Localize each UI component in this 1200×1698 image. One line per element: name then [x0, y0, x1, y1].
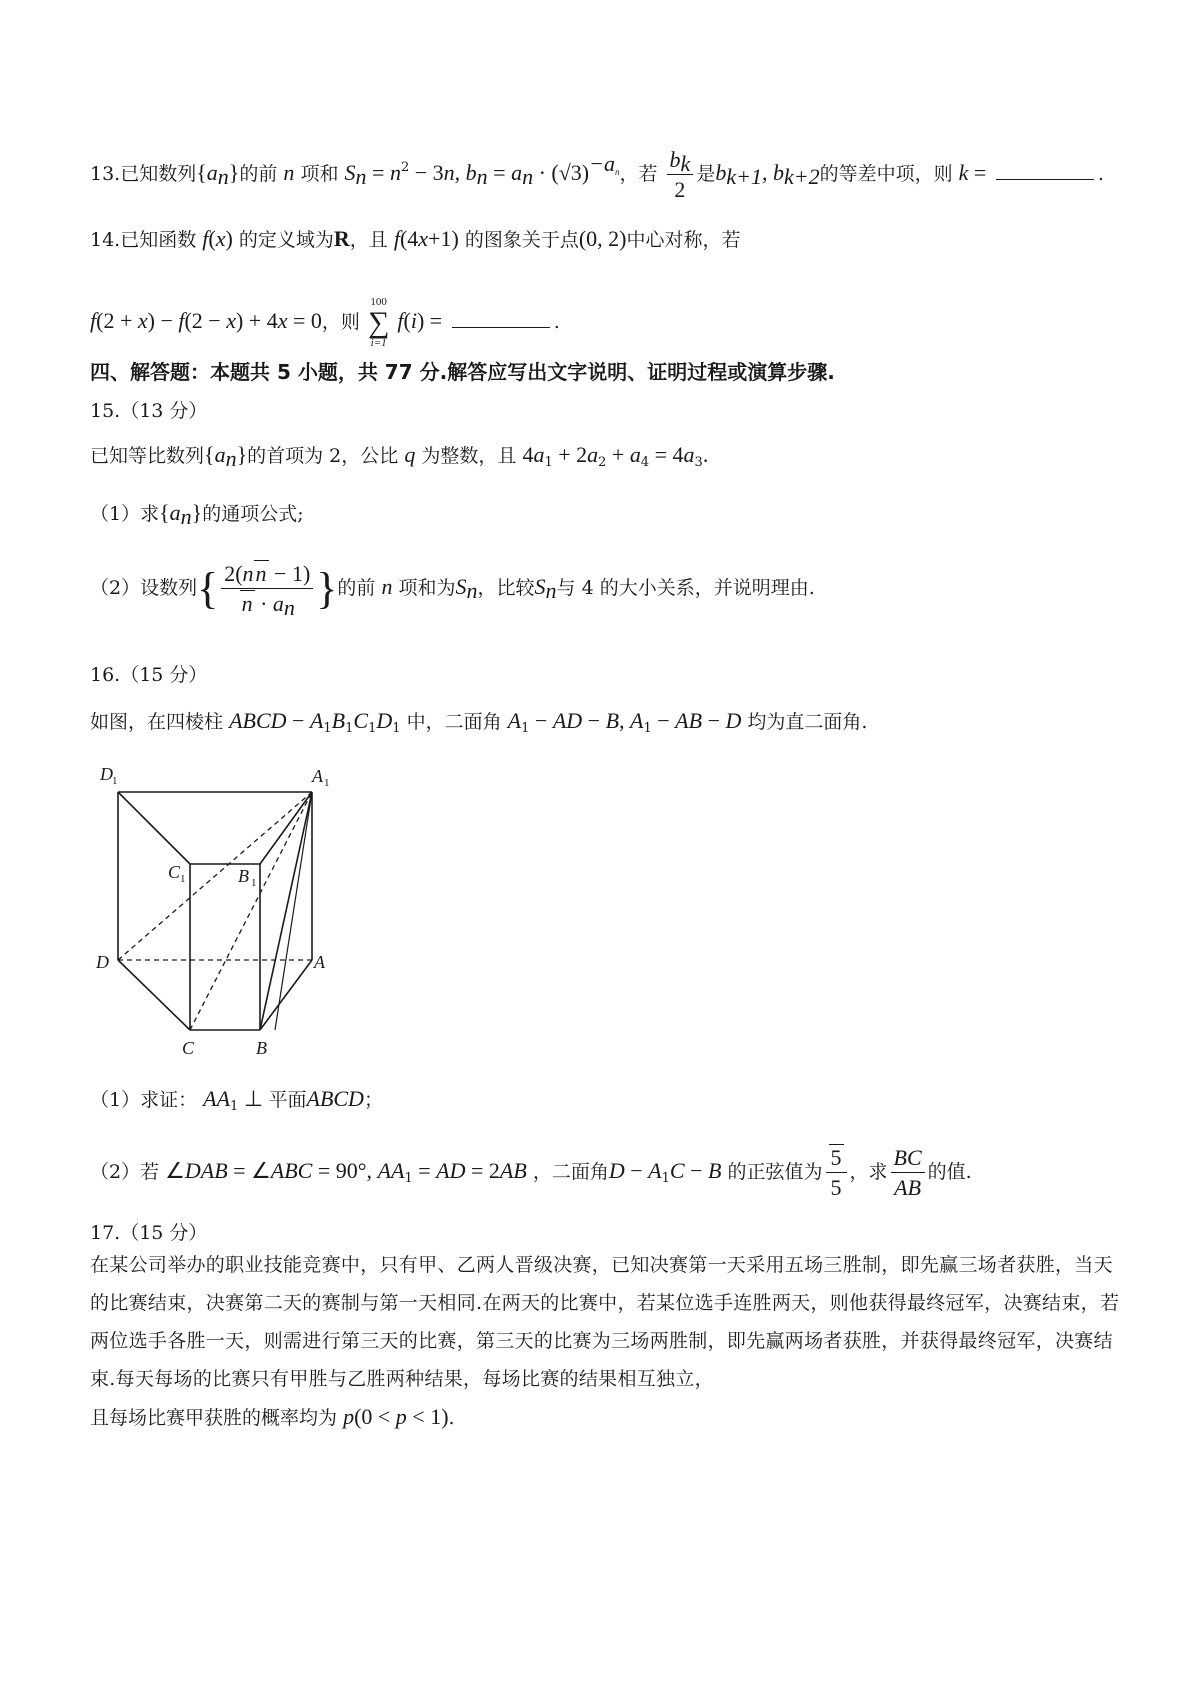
answer-blank-13[interactable]: [996, 159, 1094, 180]
q16-score: 16.（15 分）: [90, 664, 208, 686]
q15-part1: （1）求$\{a_n\}$的通项公式;: [90, 500, 304, 529]
sum-symbol: 100 ∑ i=1: [367, 296, 390, 350]
q15-part2: （2）设数列{ $\frac{2(nn - 1)}{n \cdot a_n}$ }的前 n 项和为$S_n$，比较$S_n$与 4 的大小关系，并说明理由.: [90, 561, 815, 621]
label-B1: B: [238, 866, 249, 886]
q14-line-2: f(2 + x) − f(2 − x) + 4x = 0，则 100 ∑ i=1 f(i) = .: [90, 296, 560, 350]
q16-part1: （1）求证： $AA_1$ ⊥ 平面ABCD；: [90, 1086, 383, 1114]
svg-text:1: 1: [324, 777, 330, 789]
q17-score: 17.（15 分）: [90, 1222, 208, 1244]
q17-text: 在某公司举办的职业技能竞赛中，只有甲、乙两人晋级决赛，已知决赛第一天采用五场三胜制，即先赢三场者获胜，当天的比赛结束，决赛第二天的赛制与第一天相同.在两天的比赛中，若某位选手连胜两天，则他获得最终冠军，决赛结束，若两位选手各胜一天，则需进行第三天的比赛，第三天的比赛为三场两胜制，即先赢两场者获胜，并获得最终冠军，决赛结束.每天每场的比赛只有甲胜与乙胜两种结果，每场比赛的结果相互独立，: [90, 1254, 1120, 1390]
prism-figure: [90, 758, 330, 1068]
label-D: D: [96, 952, 109, 972]
label-A: A: [314, 952, 325, 972]
q16-part2: （2）若 ∠DAB = ∠ABC = 90°, $AA_1$ = AD = 2AB ，二面角$D - A_1C - B$ 的正弦值为 $\frac{5}{5}$ ，求 $\frac{BC}{AB}$ 的值.: [90, 1145, 972, 1201]
svg-text:1: 1: [180, 873, 186, 885]
answer-blank-14[interactable]: [452, 307, 550, 328]
label-C1: C: [168, 862, 181, 882]
label-A1: A: [312, 766, 323, 786]
label-B: B: [256, 1038, 267, 1058]
q16-stem: 如图，在四棱柱 ABCD − $A_1B_1C_1D_1$ 中，二面角 $A_1$ − AD − B, $A_1$ − AB − D 均为直二面角.: [90, 708, 868, 736]
svg-text:1: 1: [251, 877, 257, 889]
q14-line-1: 14.已知函数 f(x) 的定义域为R，且 f(4x+1) 的图象关于点(0, 2)中心对称，若: [90, 226, 741, 251]
q15-score: 15.（13 分）: [90, 400, 208, 422]
svg-text:1: 1: [112, 775, 118, 787]
section-heading: 四、解答题：本题共 5 小题，共 77 分.解答应写出文字说明、证明过程或演算步骤.: [90, 360, 835, 384]
q15-stem: 已知等比数列$\{a_n\}$的首项为 2，公比 q 为整数，且 $4a_1 + 2a_2 + a_4 = 4a_3$.: [90, 442, 709, 471]
q13-line: 13.已知数列$\{a_n\}$的前 n 项和 $S_n = n^2 - 3n$, $b_n = a_n \cdot (√3)^{-a_n}$，若 $\frac{b_k}{2}$ 是$b_{k+1}$, $b_{k+2}$的等差中项，则 k = .: [90, 147, 1104, 203]
label-D1: D: [100, 764, 113, 784]
q17-last-line: 且每场比赛甲获胜的概率均为 p(0 < p < 1).: [90, 1404, 455, 1429]
label-C: C: [182, 1038, 195, 1058]
